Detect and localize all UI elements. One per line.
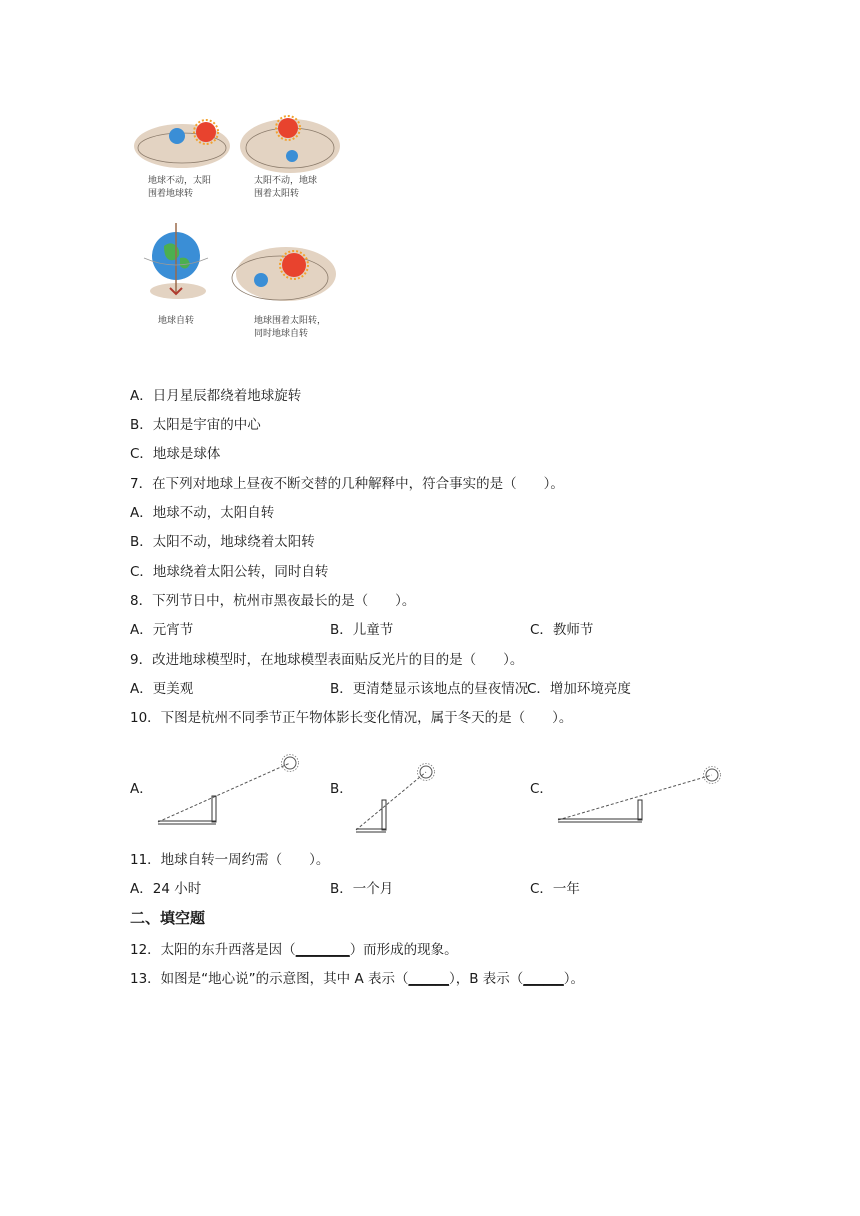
q6-option-b: B．太阳是宇宙的中心 [130,417,261,433]
q12-text-before: 12．太阳的东升西落是因（ [130,942,296,958]
q9-question: 9．改进地球模型时，在地球模型表面贴反光片的目的是（ ）。 [130,652,524,668]
q12-text-after: ）而形成的现象。 [349,942,458,958]
q10-option-b-label: B． [330,781,353,797]
q13-blank-b: ______ [523,971,564,987]
q11-option-c: C．一年 [530,881,580,897]
shadow-diagram-c [552,762,732,828]
q10-option-c-label: C． [530,781,553,797]
q13-text-3: ）。 [563,971,585,987]
q10-option-a-label: A． [130,781,153,797]
q13-text-2: ），B 表示（ [448,971,524,987]
q8-option-a: A．元宵节 [130,622,194,638]
q8-question: 8．下列节日中，杭州市黑夜最长的是（ ）。 [130,593,416,609]
caption-2-line: 围着太阳转 [254,189,300,199]
q7-question: 7．在下列对地球上昼夜不断交替的几种解释中，符合事实的是（ ）。 [130,476,564,492]
shadow-diagram-b [350,760,440,836]
q7-option-c: C．地球绕着太阳公转，同时自转 [130,564,329,580]
caption-4-line: 地球围着太阳转， [254,316,327,326]
q6-option-a: A．日月星辰都绕着地球旋转 [130,388,302,404]
q9-option-c: C．增加环境亮度 [527,681,631,697]
section-2-title: 二、填空题 [130,909,206,927]
q11-question: 11．地球自转一周约需（ ）。 [130,852,330,868]
q8-option-b: B．儿童节 [330,622,394,638]
caption-3-line: 地球自转 [158,316,195,326]
q13-text-1: 13．如图是“地心说”的示意图，其中 A 表示（ [130,971,409,987]
earth-sun-models-figure [130,108,350,348]
q7-option-b: B．太阳不动，地球绕着太阳转 [130,534,315,550]
caption-1-line: 围着地球转 [148,189,194,199]
q10-question: 10．下图是杭州不同季节正午物体影长变化情况，属于冬天的是（ ）。 [130,710,573,726]
caption-2 [254,175,317,201]
panel-sun-still [240,116,340,173]
q12-blank: ________ [295,942,350,958]
caption-1 [148,175,211,201]
q13-question [130,969,584,989]
q9-option-b: B．更清楚显示该地点的昼夜情况 [330,681,529,697]
q12-question [130,940,458,960]
q13-blank-a: ______ [408,971,449,987]
caption-4 [254,315,326,341]
q9-option-a: A．更美观 [130,681,194,697]
shadow-diagram-a [150,750,310,830]
caption-3 [158,315,194,328]
q6-option-c: C．地球是球体 [130,446,221,462]
caption-4-line: 同时地球自转 [254,329,309,339]
q11-option-b: B．一个月 [330,881,394,897]
caption-1-line: 地球不动，太阳 [148,176,212,186]
q8-option-c: C．教师节 [530,622,594,638]
q11-option-a: A．24 小时 [130,881,202,897]
caption-2-line: 太阳不动，地球 [254,176,318,186]
panel-earth-still [134,120,230,168]
q7-option-a: A．地球不动，太阳自转 [130,505,275,521]
panel-earth-rotation [144,223,208,299]
panel-earth-orbit-and-rotation [232,247,336,301]
